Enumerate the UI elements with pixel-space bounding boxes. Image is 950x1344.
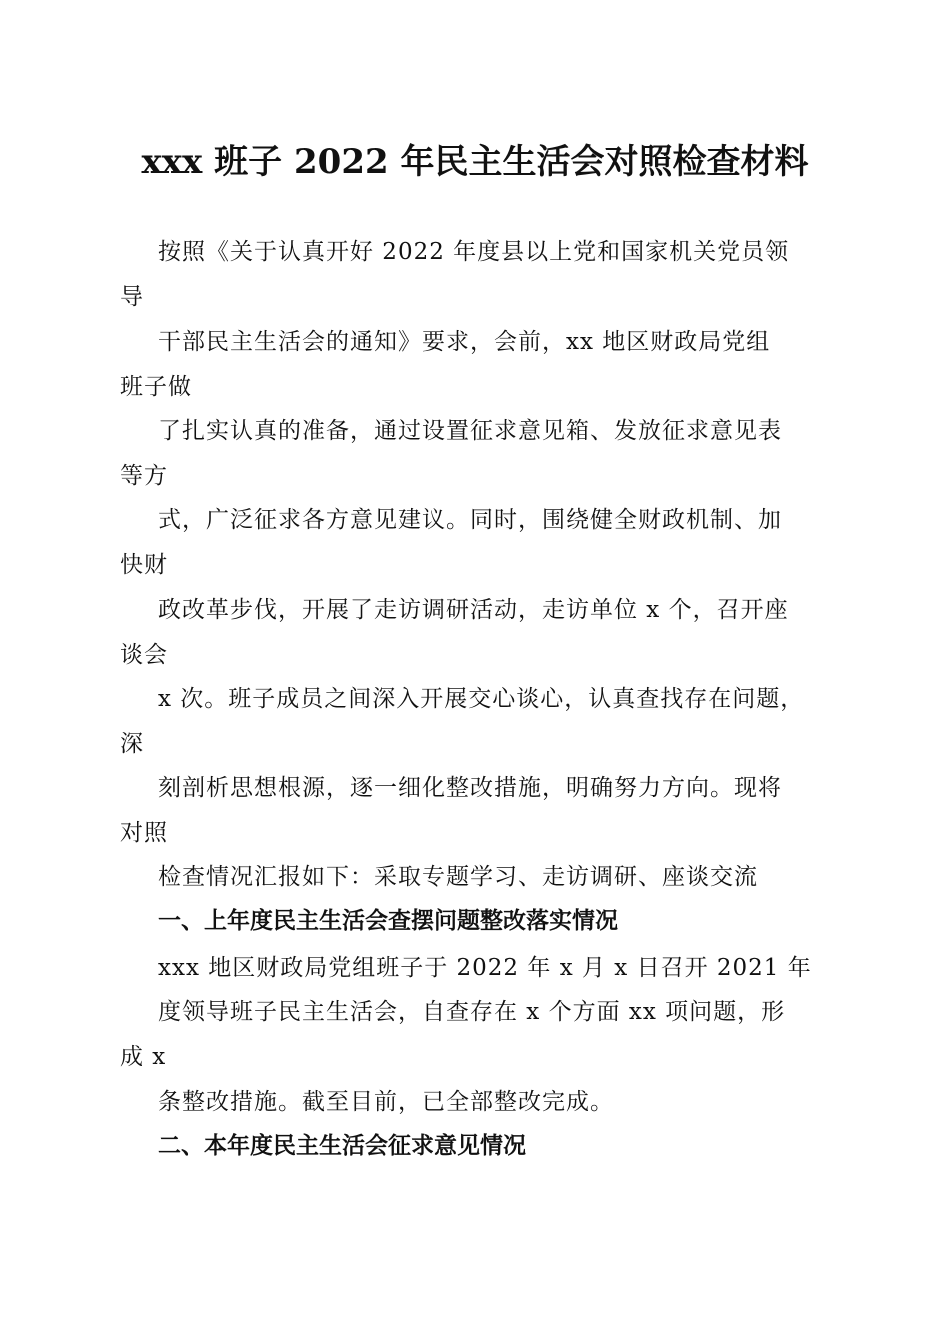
paragraph-line: 干部民主生活会的通知》要求，会前，xx 地区财政局党组 [158,329,771,355]
paragraph-line: xxx 地区财政局党组班子于 2022 年 x 月 x 日召开 2021 年 [158,955,812,981]
paragraph-line: 按照《关于认真开好 2022 年度县以上党和国家机关党员领 [158,239,790,265]
paragraph-line: 检查情况汇报如下：采取专题学习、走访调研、座谈交流 [158,864,758,890]
paragraph-line: 对照 [120,820,168,846]
paragraph-line: 谈会 [120,642,168,668]
paragraph-line: x 次。班子成员之间深入开展交心谈心，认真查找存在问题， [158,686,805,712]
paragraph-line: 成 x [120,1044,167,1070]
paragraph-line: 刻剖析思想根源，逐一细化整改措施，明确努力方向。现将 [158,775,782,801]
paragraph-line: 快财 [120,552,168,578]
paragraph-line: 导 [120,284,144,310]
paragraph-line: 了扎实认真的准备，通过设置征求意见箱、发放征求意见表 [158,418,782,444]
paragraph-line: 深 [120,731,144,757]
paragraph-line: 政改革步伐，开展了走访调研活动，走访单位 x 个，召开座 [158,597,789,623]
section-heading-1: 一、上年度民主生活会查摆问题整改落实情况 [158,907,618,934]
document-title: xxx 班子 2022 年民主生活会对照检查材料 [141,142,809,182]
paragraph-line: 式，广泛征求各方意见建议。同时，围绕健全财政机制、加 [158,507,782,533]
paragraph-line: 班子做 [120,374,192,400]
paragraph-line: 等方 [120,463,168,489]
paragraph-line: 条整改措施。截至目前，已全部整改完成。 [158,1089,614,1115]
paragraph-line: 度领导班子民主生活会，自查存在 x 个方面 xx 项问题，形 [158,999,786,1025]
section-heading-2: 二、本年度民主生活会征求意见情况 [158,1132,526,1159]
